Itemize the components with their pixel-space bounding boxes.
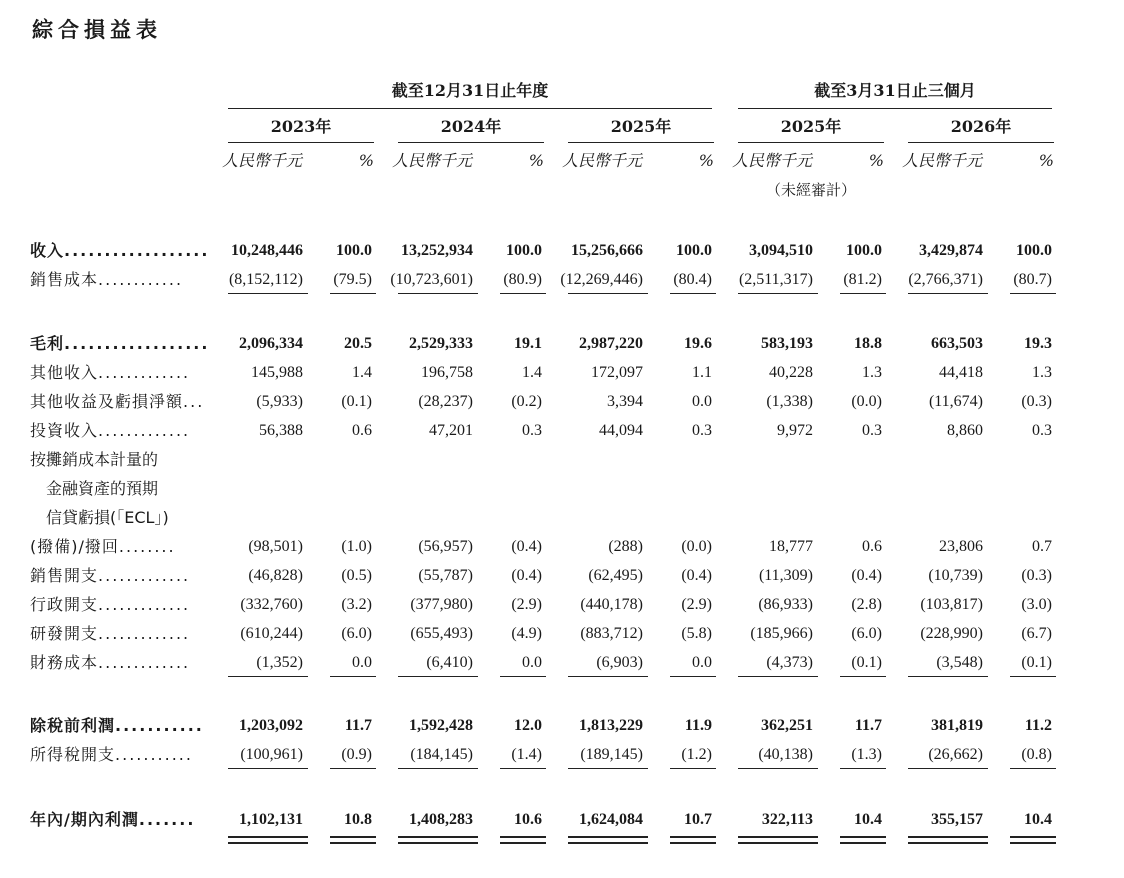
amount-cell: 44,418 (939, 364, 983, 381)
pct-cell: 11.7 (344, 717, 372, 734)
amount-cell: 3,394 (607, 393, 643, 410)
pct-cell: (0.0) (681, 538, 712, 555)
amount-cell: (288) (608, 538, 643, 555)
amount-cell: (8,152,112) (228, 271, 303, 288)
year-header-2025: 2025年 (568, 116, 714, 138)
pct-cell: 0.0 (692, 654, 712, 671)
leader-dots: ............ (98, 270, 184, 289)
pct-cell: 0.6 (352, 422, 372, 439)
pct-cell: (0.5) (341, 567, 372, 584)
pct-cell: 19.6 (684, 335, 712, 352)
pct-cell: (4.9) (511, 625, 542, 642)
table-row (0, 561, 1124, 590)
unit-amount-2026-q1: 人民幣千元 (902, 151, 983, 170)
pct-cell: (2.9) (681, 596, 712, 613)
pct-cell: 12.0 (514, 717, 542, 734)
leader-dots: .................. (64, 334, 210, 353)
amount-cell: 381,819 (931, 717, 983, 734)
pct-cell: (2.9) (511, 596, 542, 613)
amount-cell: 1,408,283 (409, 811, 473, 828)
pct-cell: (0.9) (341, 746, 372, 763)
amount-cell: 10,248,446 (231, 242, 303, 259)
unit-amount-2025-q1: 人民幣千元 (732, 151, 813, 170)
pct-cell: 10.6 (514, 811, 542, 828)
table-row (0, 805, 1124, 834)
pct-cell: 1.3 (862, 364, 882, 381)
leader-dots: ........ (118, 537, 176, 556)
pct-cell: 11.7 (854, 717, 882, 734)
pct-cell: 18.8 (854, 335, 882, 352)
amount-cell: 663,503 (931, 335, 983, 352)
amount-cell: 2,096,334 (239, 335, 303, 352)
underline (398, 768, 478, 769)
underline (568, 768, 648, 769)
amount-cell: 8,860 (947, 422, 983, 439)
pct-cell: 10.7 (684, 811, 712, 828)
underline (738, 293, 818, 294)
pct-cell: 0.6 (862, 538, 882, 555)
row-label-text: 研發開支 (30, 624, 99, 643)
group-header-fiscal-year: 截至12月31日止年度 (228, 80, 712, 102)
pct-cell: (0.3) (1021, 567, 1052, 584)
leader-dots: ............. (98, 653, 191, 672)
underline (1010, 676, 1056, 677)
double-underline (670, 836, 716, 844)
pct-cell: 0.3 (522, 422, 542, 439)
pct-cell: (80.7) (1013, 271, 1052, 288)
row-label-line: 按攤銷成本計量的 (30, 450, 159, 469)
pct-cell: (6.0) (341, 625, 372, 642)
leader-dots: ............. (98, 566, 191, 585)
table-row (0, 358, 1124, 387)
double-underline (568, 836, 648, 844)
pct-cell: 100.0 (676, 242, 712, 259)
underline (228, 293, 308, 294)
amount-cell: (40,138) (758, 746, 813, 763)
pct-cell: (0.1) (1021, 654, 1052, 671)
underline (330, 676, 376, 677)
pct-cell: (1.3) (851, 746, 882, 763)
pct-cell: 19.1 (514, 335, 542, 352)
underline (1010, 768, 1056, 769)
pct-cell: (0.4) (851, 567, 882, 584)
underline (1010, 293, 1056, 294)
pct-cell: (6.7) (1021, 625, 1052, 642)
double-underline (398, 836, 478, 844)
table-row (0, 711, 1124, 740)
pct-cell: (80.4) (673, 271, 712, 288)
amount-cell: 172,097 (591, 364, 643, 381)
unaudited-note: （未經審計） (765, 181, 856, 199)
amount-cell: 3,429,874 (919, 242, 983, 259)
pct-cell: (3.2) (341, 596, 372, 613)
amount-cell: (377,980) (410, 596, 473, 613)
amount-cell: (1,352) (256, 654, 303, 671)
row-label-text: 收入 (30, 241, 65, 260)
amount-cell: (10,723,601) (390, 271, 473, 288)
underline (908, 676, 988, 677)
table-row (0, 590, 1124, 619)
pct-cell: 0.3 (692, 422, 712, 439)
underline (228, 676, 308, 677)
underline (568, 293, 648, 294)
double-underline (738, 836, 818, 844)
underline (840, 293, 886, 294)
year-header-2026-q1: 2026年 (908, 116, 1054, 138)
underline (670, 676, 716, 677)
leader-dots: ........... (115, 716, 204, 735)
pct-cell: 0.0 (522, 654, 542, 671)
amount-cell: (185,966) (750, 625, 813, 642)
pct-cell: (79.5) (333, 271, 372, 288)
row-label-text: 年內/期內利潤 (30, 810, 139, 829)
amount-cell: (86,933) (758, 596, 813, 613)
amount-cell: 40,228 (769, 364, 813, 381)
amount-cell: (11,674) (928, 393, 983, 410)
pct-cell: (0.4) (511, 538, 542, 555)
table-row (0, 648, 1124, 677)
leader-dots: .................. (64, 241, 210, 260)
amount-cell: (46,828) (248, 567, 303, 584)
double-underline (228, 836, 308, 844)
amount-cell: 196,758 (421, 364, 473, 381)
underline (738, 768, 818, 769)
pct-cell: 10.4 (854, 811, 882, 828)
amount-cell: (28,237) (418, 393, 473, 410)
amount-cell: (2,511,317) (738, 271, 813, 288)
amount-cell: (440,178) (580, 596, 643, 613)
pct-cell: (0.3) (1021, 393, 1052, 410)
pct-cell: (1.4) (511, 746, 542, 763)
row-label-line: 信貸虧損(「ECL」) (30, 508, 169, 527)
pct-cell: (1.2) (681, 746, 712, 763)
unit-amount-2025: 人民幣千元 (562, 151, 643, 170)
pct-cell: 0.0 (352, 654, 372, 671)
unit-pct-2023: % (358, 151, 374, 170)
leader-dots: ....... (138, 810, 196, 829)
amount-cell: (655,493) (410, 625, 473, 642)
leader-dots: ............. (98, 363, 191, 382)
amount-cell: (100,961) (240, 746, 303, 763)
pct-cell: 0.3 (1032, 422, 1052, 439)
pct-cell: 100.0 (1016, 242, 1052, 259)
pct-cell: 0.7 (1032, 538, 1052, 555)
amount-cell: (98,501) (248, 538, 303, 555)
amount-cell: (12,269,446) (560, 271, 643, 288)
underline (398, 676, 478, 677)
amount-cell: 145,988 (251, 364, 303, 381)
amount-cell: (62,495) (588, 567, 643, 584)
row-label-text: 銷售開支 (30, 566, 99, 585)
amount-cell: (2,766,371) (908, 271, 983, 288)
table-row (0, 532, 1124, 561)
amount-cell: (10,739) (928, 567, 983, 584)
pct-cell: 11.9 (684, 717, 712, 734)
amount-cell: 23,806 (939, 538, 983, 555)
underline (568, 676, 648, 677)
underline (228, 768, 308, 769)
amount-cell: (103,817) (920, 596, 983, 613)
unit-pct-2025-q1: % (868, 151, 884, 170)
amount-cell: (6,903) (596, 654, 643, 671)
amount-cell: 13,252,934 (401, 242, 473, 259)
table-row (0, 329, 1124, 358)
row-label-text: 其他收益及虧損淨額 (30, 392, 184, 411)
unit-pct-2024: % (528, 151, 544, 170)
leader-dots: ... (183, 392, 205, 411)
pct-cell: (0.4) (511, 567, 542, 584)
double-underline (330, 836, 376, 844)
amount-cell: (6,410) (426, 654, 473, 671)
leader-dots: ............. (98, 421, 191, 440)
amount-cell: 18,777 (769, 538, 813, 555)
amount-cell: (56,957) (418, 538, 473, 555)
amount-cell: 2,529,333 (409, 335, 473, 352)
pct-cell: 11.2 (1024, 717, 1052, 734)
pct-cell: (81.2) (843, 271, 882, 288)
amount-cell: 322,113 (761, 811, 813, 828)
amount-cell: (184,145) (410, 746, 473, 763)
underline (840, 676, 886, 677)
pct-cell: (0.1) (851, 654, 882, 671)
pct-cell: (3.0) (1021, 596, 1052, 613)
pct-cell: 0.3 (862, 422, 882, 439)
amount-cell: 15,256,666 (571, 242, 643, 259)
pct-cell: (0.1) (341, 393, 372, 410)
pct-cell: 1.3 (1032, 364, 1052, 381)
pct-cell: 10.8 (344, 811, 372, 828)
table-row (0, 740, 1124, 769)
leader-dots: ............. (98, 624, 191, 643)
amount-cell: 1,102,131 (239, 811, 303, 828)
year-header-2023: 2023年 (228, 116, 374, 138)
row-label-text: (撥備)/撥回 (30, 537, 119, 556)
double-underline (908, 836, 988, 844)
amount-cell: 1,813,229 (579, 717, 643, 734)
underline (670, 293, 716, 294)
row-label-line: 金融資產的預期 (30, 479, 159, 498)
amount-cell: 9,972 (777, 422, 813, 439)
double-underline (840, 836, 886, 844)
pct-cell: 100.0 (846, 242, 882, 259)
underline (840, 768, 886, 769)
amount-cell: 583,193 (761, 335, 813, 352)
table-row (0, 387, 1124, 416)
pct-cell: 1.4 (522, 364, 542, 381)
underline (738, 676, 818, 677)
row-label-text: 投資收入 (30, 421, 99, 440)
pct-cell: (0.8) (1021, 746, 1052, 763)
amount-cell: (228,990) (920, 625, 983, 642)
pct-cell: 19.3 (1024, 335, 1052, 352)
row-label-text: 銷售成本 (30, 270, 99, 289)
double-underline (1010, 836, 1056, 844)
amount-cell: 47,201 (429, 422, 473, 439)
underline (500, 293, 546, 294)
pct-cell: (0.0) (851, 393, 882, 410)
year-header-2024: 2024年 (398, 116, 544, 138)
underline (908, 768, 988, 769)
underline (908, 293, 988, 294)
pct-cell: (6.0) (851, 625, 882, 642)
underline (330, 293, 376, 294)
amount-cell: (4,373) (766, 654, 813, 671)
amount-cell: (3,548) (936, 654, 983, 671)
row-label-text: 除稅前利潤 (30, 716, 116, 735)
amount-cell: 1,592,428 (409, 717, 473, 734)
row-label-text: 毛利 (30, 334, 65, 353)
page-title: 綜合損益表 (32, 18, 162, 42)
pct-cell: 100.0 (336, 242, 372, 259)
leader-dots: ........... (115, 745, 193, 764)
unit-pct-2025: % (698, 151, 714, 170)
amount-cell: 355,157 (931, 811, 983, 828)
pct-cell: 0.0 (692, 393, 712, 410)
underline (500, 676, 546, 677)
amount-cell: (189,145) (580, 746, 643, 763)
amount-cell: (5,933) (256, 393, 303, 410)
unit-amount-2023: 人民幣千元 (222, 151, 303, 170)
pct-cell: 1.4 (352, 364, 372, 381)
pct-cell: (80.9) (503, 271, 542, 288)
amount-cell: (610,244) (240, 625, 303, 642)
table-row (0, 236, 1124, 265)
amount-cell: 44,094 (599, 422, 643, 439)
amount-cell: 2,987,220 (579, 335, 643, 352)
pct-cell: (5.8) (681, 625, 712, 642)
pct-cell: (0.2) (511, 393, 542, 410)
amount-cell: 362,251 (761, 717, 813, 734)
unit-pct-2026-q1: % (1038, 151, 1054, 170)
row-label-text: 行政開支 (30, 595, 99, 614)
amount-cell: 56,388 (259, 422, 303, 439)
row-label-text: 其他收入 (30, 363, 99, 382)
amount-cell: (1,338) (766, 393, 813, 410)
amount-cell: (883,712) (580, 625, 643, 642)
amount-cell: (26,662) (928, 746, 983, 763)
amount-cell: 3,094,510 (749, 242, 813, 259)
leader-dots: ............. (98, 595, 191, 614)
unit-amount-2024: 人民幣千元 (392, 151, 473, 170)
double-underline (500, 836, 546, 844)
pct-cell: (1.0) (341, 538, 372, 555)
amount-cell: (55,787) (418, 567, 473, 584)
amount-cell: 1,624,084 (579, 811, 643, 828)
group-header-three-months: 截至3月31日止三個月 (738, 80, 1052, 102)
pct-cell: (0.4) (681, 567, 712, 584)
underline (398, 293, 478, 294)
underline (670, 768, 716, 769)
pct-cell: 20.5 (344, 335, 372, 352)
year-header-2025-q1: 2025年 (738, 116, 884, 138)
pct-cell: 1.1 (692, 364, 712, 381)
pct-cell: 100.0 (506, 242, 542, 259)
amount-cell: (11,309) (758, 567, 813, 584)
amount-cell: 1,203,092 (239, 717, 303, 734)
table-row (0, 265, 1124, 294)
pct-cell: (2.8) (851, 596, 882, 613)
table-row (0, 416, 1124, 445)
row-label-text: 所得稅開支 (30, 745, 116, 764)
pct-cell: 10.4 (1024, 811, 1052, 828)
row-label-text: 財務成本 (30, 653, 99, 672)
table-row (0, 619, 1124, 648)
underline (500, 768, 546, 769)
underline (330, 768, 376, 769)
amount-cell: (332,760) (240, 596, 303, 613)
